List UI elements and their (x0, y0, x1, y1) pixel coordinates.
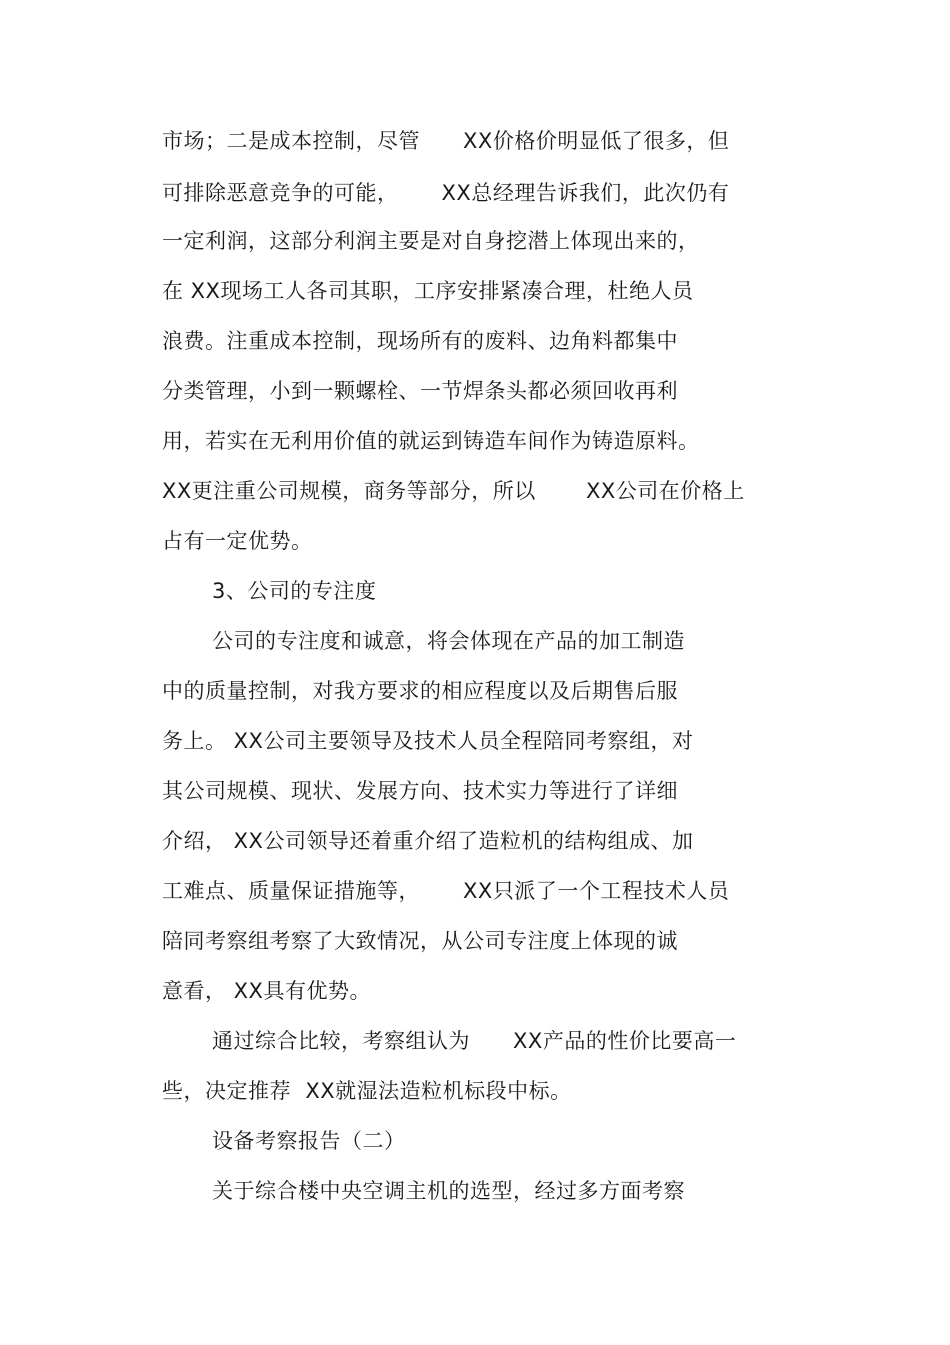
text-line-17: 陪同考察组考察了大致情况，从公司专注度上体现的诚 (162, 929, 678, 953)
text-line-2: 可排除恶意竞争的可能， XX总经理告诉我们，此次仍有 (162, 181, 730, 205)
text-line-20: 些，决定推荐 XX就湿法造粒机标段中标。 (162, 1079, 572, 1103)
report-title: 设备考察报告（二） (212, 1129, 406, 1153)
section-heading: 3、公司的专注度 (212, 579, 377, 603)
text-line-7: 用，若实在无利用价值的就运到铸造车间作为铸造原料。 (162, 429, 700, 453)
text-line-14: 其公司规模、现状、发展方向、技术实力等进行了详细 (162, 779, 678, 803)
text-line-8: XX更注重公司规模，商务等部分，所以 XX公司在价格上 (162, 479, 745, 503)
text-line-4: 在 XX现场工人各司其职，工序安排紧凑合理，杜绝人员 (162, 279, 694, 303)
text-line-12: 中的质量控制，对我方要求的相应程度以及后期售后服 (162, 679, 678, 703)
text-line-11: 公司的专注度和诚意，将会体现在产品的加工制造 (212, 629, 685, 653)
text-line-9: 占有一定优势。 (162, 529, 313, 553)
text-line-16: 工难点、质量保证措施等， XX只派了一个工程技术人员 (162, 879, 730, 903)
text-line-6: 分类管理，小到一颗螺栓、一节焊条头都必须回收再利 (162, 379, 678, 403)
text-line-3: 一定利润，这部分利润主要是对自身挖潜上体现出来的， (162, 229, 700, 253)
text-line-1: 市场；二是成本控制，尽管 XX价格价明显低了很多，但 (162, 129, 730, 153)
text-line-5: 浪费。注重成本控制，现场所有的废料、边角料都集中 (162, 329, 678, 353)
text-line-19: 通过综合比较，考察组认为 XX产品的性价比要高一 (212, 1029, 737, 1053)
text-line-18: 意看， XX具有优势。 (162, 979, 371, 1003)
text-line-15: 介绍， XX公司领导还着重介绍了造粒机的结构组成、加 (162, 829, 694, 853)
text-line-22: 关于综合楼中央空调主机的选型，经过多方面考察 (212, 1179, 685, 1203)
text-line-13: 务上。 XX公司主要领导及技术人员全程陪同考察组，对 (162, 729, 694, 753)
